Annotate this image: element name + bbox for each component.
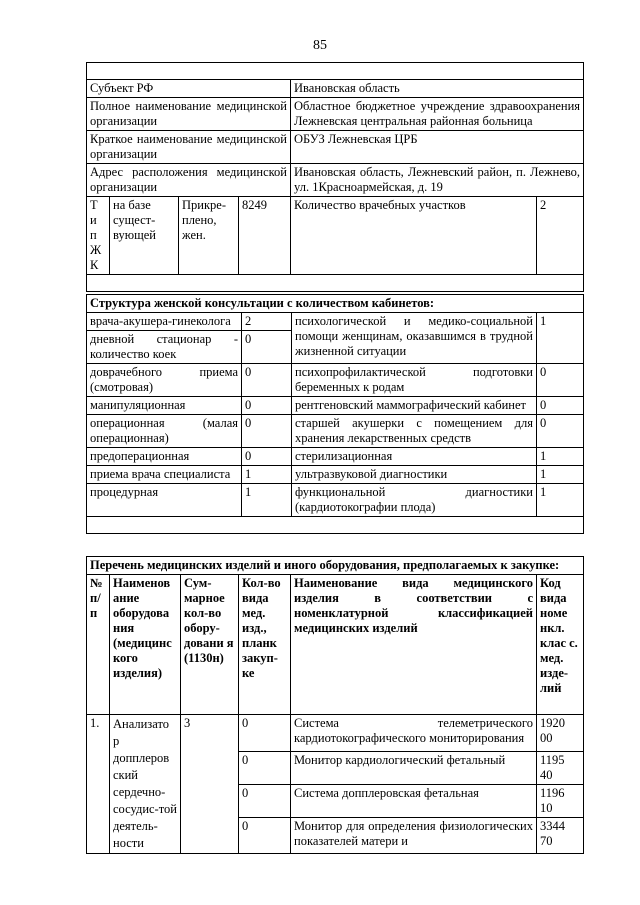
header-num: № п/п	[87, 575, 110, 715]
header-type: Наименование вида медицинского изделия в соответствии с номенклатурной классификацией медицинских изделий	[291, 575, 537, 715]
subject-label: Субъект РФ	[87, 80, 291, 98]
structure-row	[87, 397, 584, 415]
cabinet-label: дневной стационар - количество коек	[87, 331, 242, 364]
structure-row	[87, 415, 584, 448]
item-qty: 0	[239, 751, 291, 784]
structure-title-row	[87, 295, 584, 313]
cabinet-label: операционная (малая операционная)	[87, 415, 242, 448]
equipment-title: Перечень медицинских изделий и иного оборудования, предполагаемых к закупке:	[87, 557, 584, 575]
item-name: Анализато р допплеров ский сердечно-сосудис-той деятель-ности	[110, 715, 181, 854]
structure-row	[87, 313, 584, 331]
structure-row	[87, 484, 584, 517]
organization-info-table	[86, 62, 584, 292]
item-type: Система телеметрического кардиотокографического мониторирования	[291, 715, 537, 752]
cabinet-count: 2	[242, 313, 292, 331]
address-value: Ивановская область, Лежневский район, п. Лежнево, ул. 1Красноармейская, д. 19	[291, 164, 584, 197]
equipment-table	[86, 556, 584, 854]
cabinet-count: 1	[537, 466, 584, 484]
item-code: 1195 40	[537, 751, 584, 784]
cabinet-count: 0	[242, 415, 292, 448]
districts-value: 2	[537, 197, 584, 275]
header-code: Код вида номе нкл. клас с. мед. изде-лий	[537, 575, 584, 715]
attached-value: 8249	[239, 197, 291, 275]
cabinet-count: 1	[242, 466, 292, 484]
item-num: 1.	[87, 715, 110, 854]
cabinet-label: функциональной диагностики (кардиотокографии плода)	[292, 484, 537, 517]
item-qty: 0	[239, 784, 291, 817]
districts-label: Количество врачебных участков	[291, 197, 537, 275]
item-qty: 0	[239, 817, 291, 854]
fullname-row	[87, 98, 584, 131]
cabinet-label: психопрофилактической подготовки беременных к родам	[292, 364, 537, 397]
shortname-row	[87, 131, 584, 164]
cabinet-label: психологической и медико-социальной помощи женщинам, оказавшимся в трудной жизненной ситуации	[292, 313, 537, 364]
structure-row	[87, 364, 584, 397]
shortname-label: Краткое наименование медицинской организации	[87, 131, 291, 164]
cabinet-count: 1	[242, 484, 292, 517]
item-type: Монитор кардиологический фетальный	[291, 751, 537, 784]
tizhk-row	[87, 197, 584, 275]
structure-title: Структура женской консультации с количеством кабинетов:	[87, 295, 584, 313]
shortname-value: ОБУЗ Лежневская ЦРБ	[291, 131, 584, 164]
item-code: 1196 10	[537, 784, 584, 817]
cabinet-count: 0	[242, 331, 292, 364]
cabinet-label: ультразвуковой диагностики	[292, 466, 537, 484]
cabinet-count: 1	[537, 313, 584, 364]
cabinet-label: старшей акушерки с помещением для хранения лекарственных средств	[292, 415, 537, 448]
cabinet-label: манипуляционная	[87, 397, 242, 415]
cabinet-label: стерилизационная	[292, 448, 537, 466]
equipment-header-row	[87, 575, 584, 715]
cabinet-count: 0	[242, 364, 292, 397]
fullname-value: Областное бюджетное учреждение здравоохранения Лежневская центральная районная больница	[291, 98, 584, 131]
equipment-row	[87, 715, 584, 752]
cabinet-label: предоперационная	[87, 448, 242, 466]
item-code: 1920 00	[537, 715, 584, 752]
cabinet-label: рентгеновский маммографический кабинет	[292, 397, 537, 415]
cabinet-label: доврачебного приема (смотровая)	[87, 364, 242, 397]
structure-row	[87, 466, 584, 484]
empty-row	[87, 275, 584, 292]
tizhk-label: Т и п Ж К	[87, 197, 110, 275]
item-type: Монитор для определения физиологических показателей матери и	[291, 817, 537, 854]
item-total: 3	[181, 715, 239, 854]
subject-value: Ивановская область	[291, 80, 584, 98]
cabinet-label: врача-акушера-гинеколога	[87, 313, 242, 331]
empty-row	[87, 517, 584, 534]
cabinet-count: 0	[537, 415, 584, 448]
address-row	[87, 164, 584, 197]
equipment-title-row	[87, 557, 584, 575]
empty-row	[87, 63, 584, 80]
subject-row	[87, 80, 584, 98]
cabinet-count: 1	[537, 448, 584, 466]
attached-label: Прикре-плено, жен.	[179, 197, 239, 275]
item-type: Система допплеровская фетальная	[291, 784, 537, 817]
cabinet-count: 0	[242, 448, 292, 466]
base-label: на базе сущест-вующей	[110, 197, 179, 275]
structure-row	[87, 448, 584, 466]
structure-table	[86, 294, 584, 534]
cabinet-label: приема врача специалиста	[87, 466, 242, 484]
cabinet-count: 0	[537, 364, 584, 397]
address-label: Адрес расположения медицинской организации	[87, 164, 291, 197]
cabinet-count: 0	[242, 397, 292, 415]
header-qty: Кол-во вида мед. изд., планк закуп-ке	[239, 575, 291, 715]
cabinet-count: 1	[537, 484, 584, 517]
page-number: 85	[313, 38, 327, 53]
cabinet-count: 0	[537, 397, 584, 415]
header-name: Наименов ание оборудова ния (медицинс кого изделия)	[110, 575, 181, 715]
cabinet-label: процедурная	[87, 484, 242, 517]
fullname-label: Полное наименование медицинской организации	[87, 98, 291, 131]
item-qty: 0	[239, 715, 291, 752]
header-total: Сум-марное кол-во обору-довани я (1130н)	[181, 575, 239, 715]
item-code: 3344 70	[537, 817, 584, 854]
